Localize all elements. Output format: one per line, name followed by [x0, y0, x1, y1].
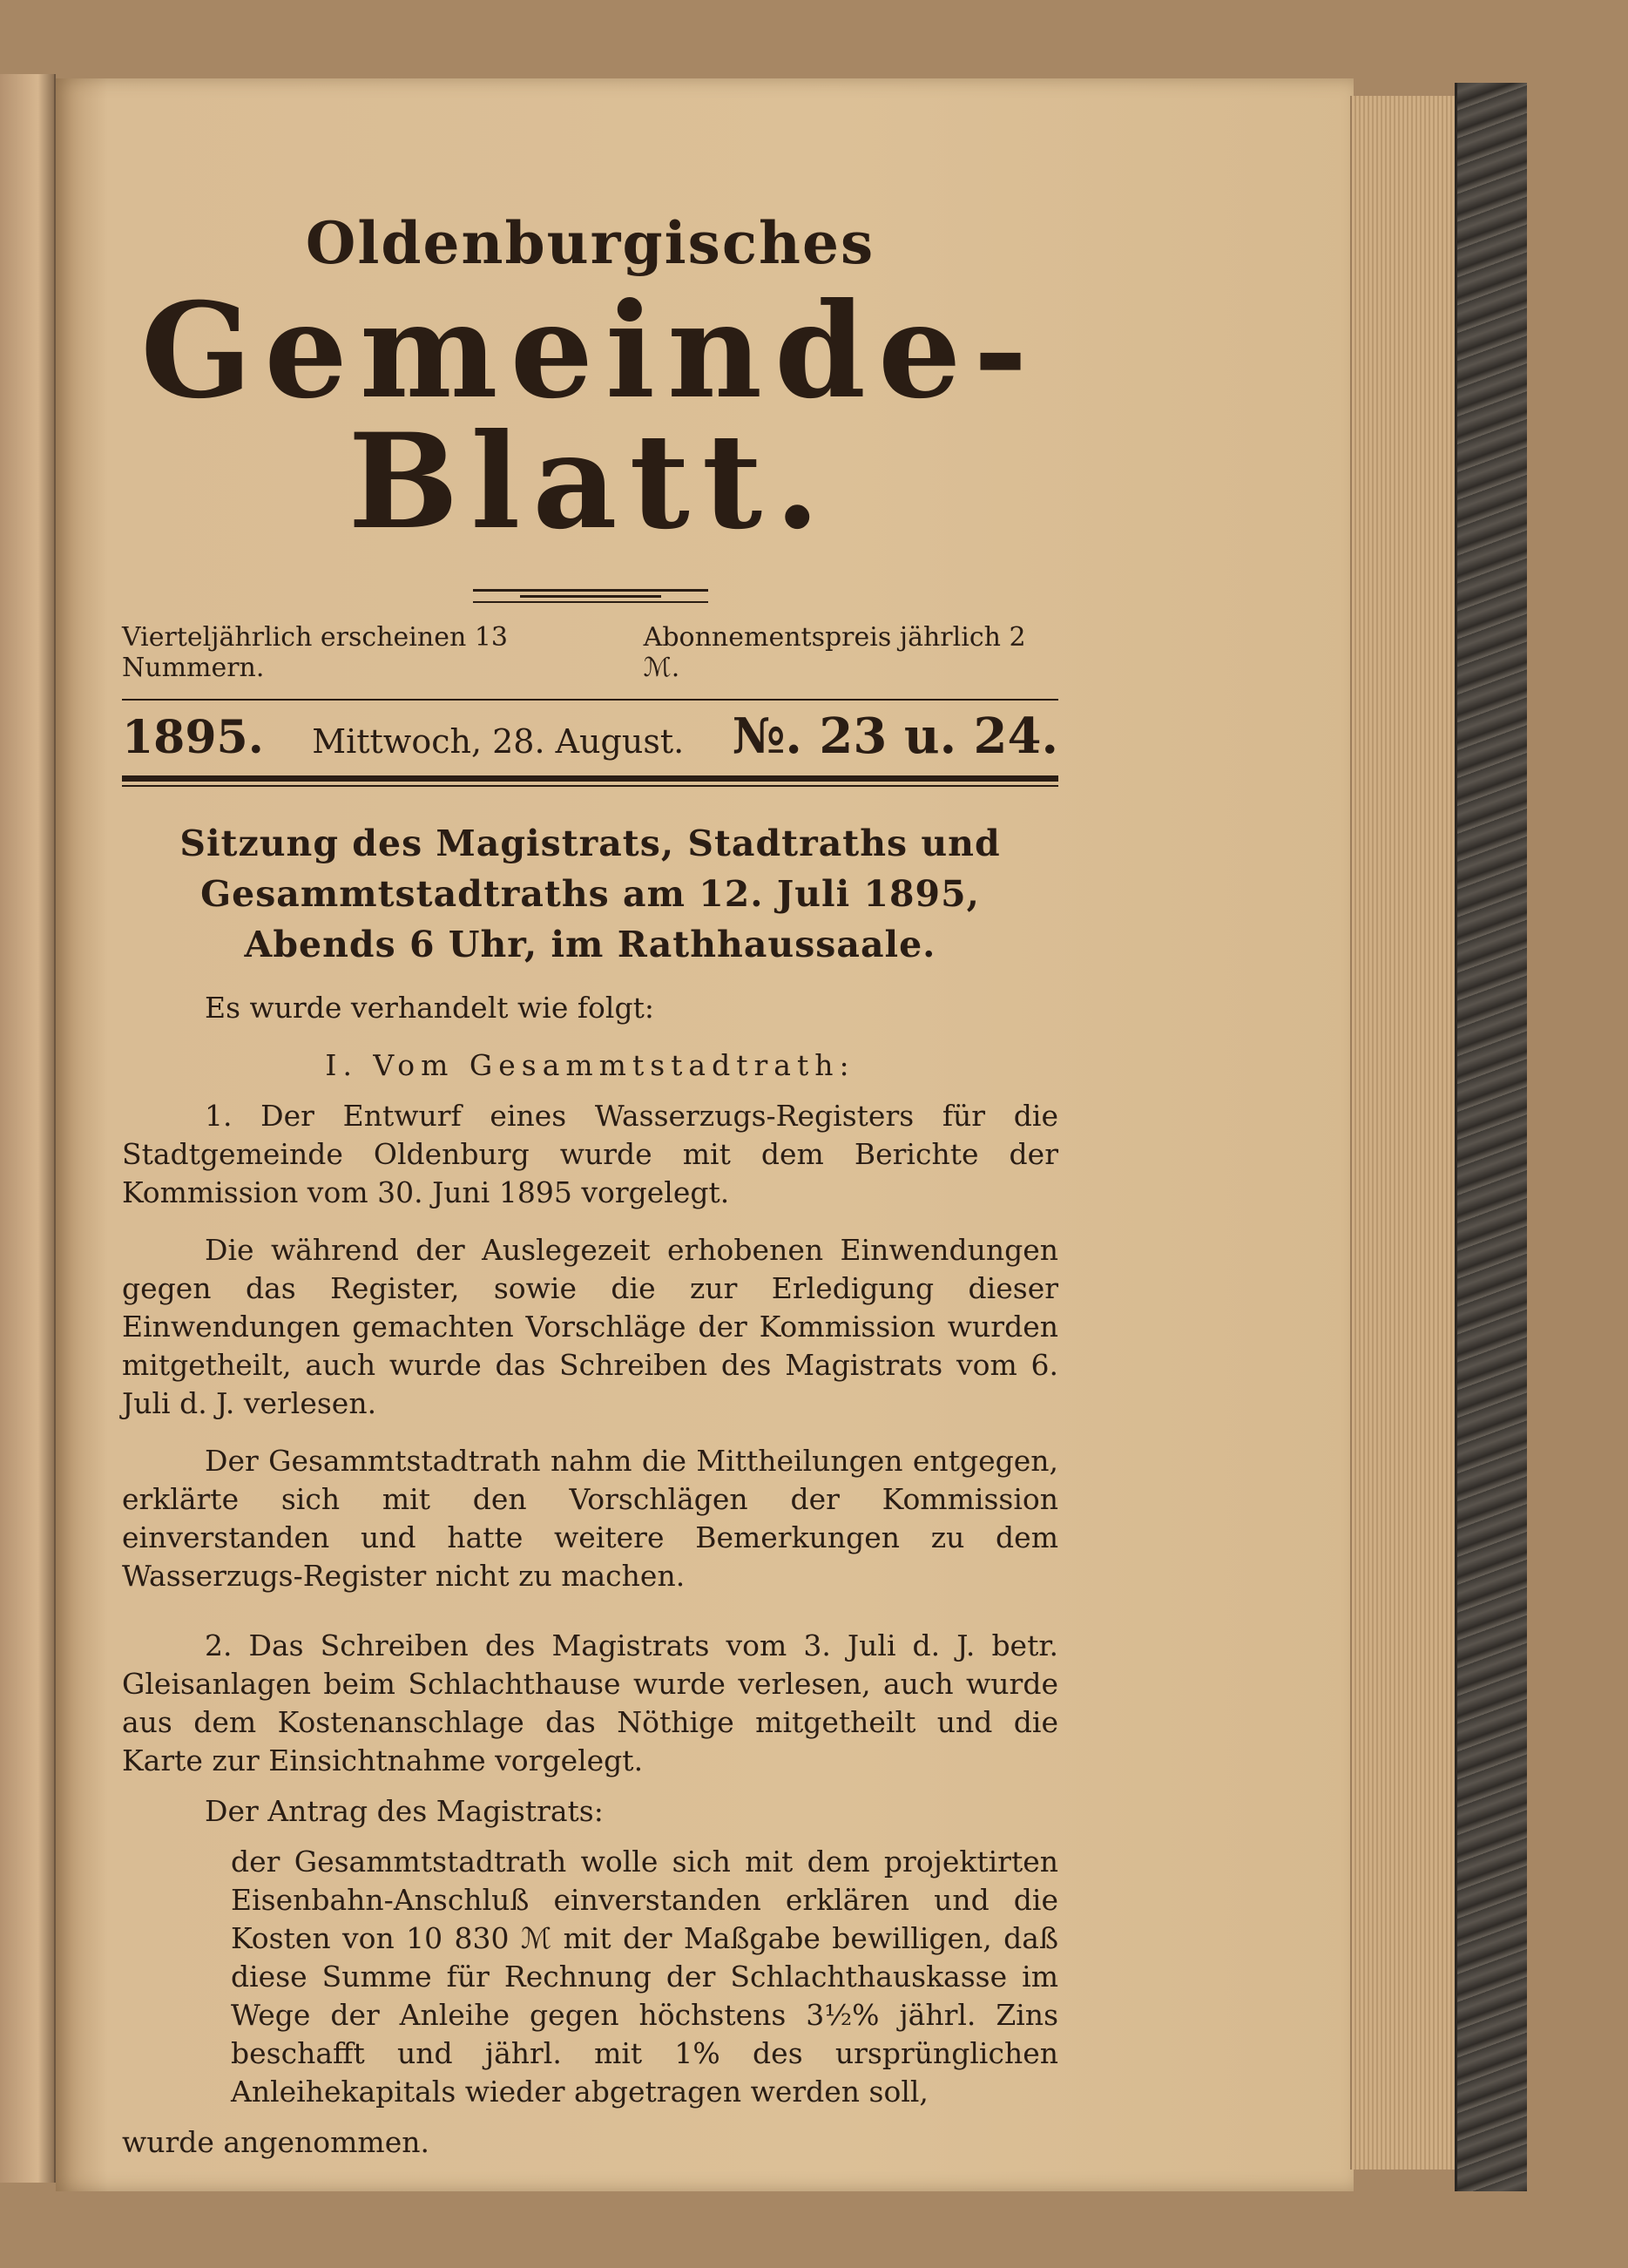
rule-thick	[122, 775, 1058, 782]
paragraph-5: Der Antrag des Magistrats:	[205, 1794, 604, 1828]
page-stack-edges	[1350, 96, 1456, 2170]
subscription-info	[122, 622, 1058, 683]
rule-hair	[122, 785, 1058, 787]
issue-date: Mittwoch, 28. August.	[312, 722, 685, 761]
masthead-title-main: Gemeinde-Blatt.	[140, 274, 1040, 559]
subscription-frequency: Vierteljährlich erscheinen 13 Nummern.	[122, 622, 508, 683]
paragraph-2: Die während der Auslegezeit erhobenen Einwendungen gegen das Register, sowie die zur Erledigung dieser Einwendungen gemachten Vorschläge der Kommission wurden mitgetheilt, auch wurde das Schreiben des Magistrats vom 6. Juli d. J. verlesen.	[122, 1233, 1058, 1420]
subscription-price: Abonnementspreis jährlich 2 ℳ.	[643, 622, 1026, 683]
issue-line	[122, 707, 1058, 765]
article-heading: Sitzung des Magistrats, Stadtraths und Gesammtstadtraths am 12. Juli 1895, Abends 6 Uhr, im Rathhaussaale.	[179, 823, 1001, 965]
page-content	[122, 209, 1058, 2162]
masthead-title-top: Oldenburgisches	[305, 209, 875, 277]
paragraph-conclusion: wurde angenommen.	[122, 2125, 429, 2159]
paragraph-motion: der Gesammtstadtrath wolle sich mit dem projektirten Eisenbahn-Anschluß einverstanden erklären und die Kosten von 10 830 ℳ mit der Maßgabe bewilligen, daß diese Summe für Rechnung der Schlachthauskasse im Wege der Anleihe gegen höchstens 3½% jährl. Zins beschafft und jährl. mit 1% des ursprünglichen Anleihekapitals wieder abgetragen werden soll,	[231, 1845, 1058, 2109]
left-page-edge	[0, 74, 56, 2183]
section-title: I. Vom Gesammtstadtrath:	[325, 1048, 855, 1082]
paragraph-4: 2. Das Schreiben des Magistrats vom 3. Juli d. J. betr. Gleisanlagen beim Schlachthause wurde verlesen, auch wurde aus dem Kostenanschlage das Nöthige mitgetheilt und die Karte zur Einsichtnahme vorgelegt.	[122, 1628, 1058, 1777]
paragraph-1: 1. Der Entwurf eines Wasserzugs-Registers für die Stadtgemeinde Oldenburg wurde mit dem Berichte der Kommission vom 30. Juni 1895 vorgelegt.	[122, 1099, 1058, 1209]
paragraph-3: Der Gesammtstadtrath nahm die Mittheilungen entgegen, erklärte sich mit den Vorschlägen der Kommission einverstanden und hatte weitere Bemerkungen zu dem Wasserzugs-Register nicht zu machen.	[122, 1444, 1058, 1593]
issue-year: 1895.	[122, 711, 264, 764]
book-cover-edge	[1455, 83, 1527, 2191]
issue-number: №. 23 u. 24.	[732, 707, 1058, 765]
title-ornament	[473, 589, 708, 603]
rule-top	[122, 699, 1058, 701]
article-intro: Es wurde verhandelt wie folgt:	[205, 991, 654, 1025]
